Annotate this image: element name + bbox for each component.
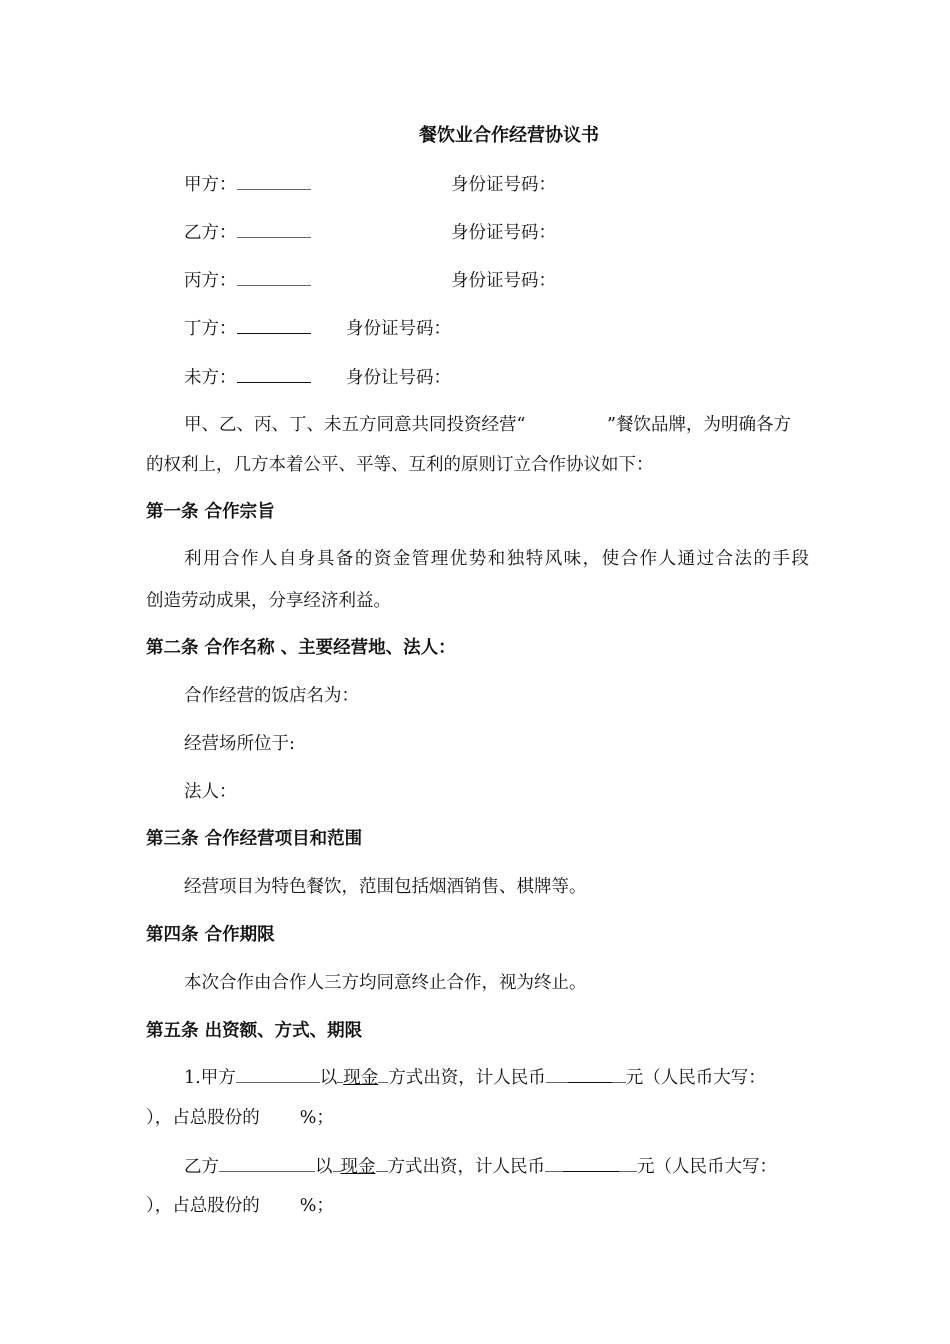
party-label: 未方：: [184, 368, 237, 388]
article-1-line-2: 创造劳动成果，分享经济利益。: [146, 591, 391, 611]
document-title: 餐饮业合作经营协议书: [419, 125, 599, 146]
article-1-heading: 第一条 合作宗旨: [146, 502, 275, 522]
party-row-jia: [184, 173, 311, 197]
business-location-line: 经营场所位于:: [184, 734, 295, 754]
intro-line-1a: 甲、乙、丙、丁、未五方同意共同投资经营“: [184, 415, 526, 435]
party-name-blank: [237, 366, 311, 383]
contribution-share-row-yi: [146, 1194, 334, 1218]
restaurant-name-line: 合作经营的饭店名为：: [184, 686, 359, 706]
party-name-blank: [237, 221, 311, 238]
party-name-blank: [237, 269, 311, 286]
rmb-amount-blank: [568, 1066, 612, 1083]
party-row-bing: [184, 269, 311, 293]
party-id-label: 身份证号码：: [346, 319, 451, 339]
party-name-blank: [237, 317, 311, 334]
article-4-heading: 第四条 合作期限: [146, 925, 275, 945]
party-label: 丙方：: [184, 271, 237, 291]
contribution-mid-text: 方式出资，计人民币: [388, 1068, 546, 1088]
party-name-blank: [237, 173, 311, 190]
yi-text: 以: [315, 1157, 333, 1177]
contributor-label: 乙方: [184, 1157, 219, 1177]
party-label: 乙方：: [184, 223, 237, 243]
share-percent: %；: [299, 1196, 334, 1216]
article-1-line-1: 利用合作人自身具备的资金管理优势和独特风味，使合作人通过合法的手段: [184, 549, 809, 569]
rmb-uppercase-label: 元（人民币大写：: [625, 1068, 766, 1088]
amount-blank: [219, 1155, 315, 1172]
share-text: ），占总股份的: [146, 1108, 260, 1128]
article-3-heading: 第三条 合作经营项目和范围: [146, 829, 363, 849]
party-label: 甲方：: [184, 175, 237, 195]
legal-person-line: 法人：: [184, 782, 237, 802]
contribution-method: 现金: [343, 1068, 379, 1088]
contribution-mid-text: 方式出资，计人民币: [387, 1157, 545, 1177]
contribution-method: 现金: [340, 1157, 376, 1177]
party-row-wei: [184, 366, 311, 390]
contribution-row-jia: [184, 1066, 766, 1090]
article-2-heading: 第二条 合作名称 、主要经营地、法人：: [146, 638, 456, 658]
party-id-label: 身份证号码：: [451, 175, 556, 195]
contribution-row-yi: [184, 1155, 777, 1179]
party-id-label: 身份证号码：: [451, 271, 556, 291]
rmb-uppercase-label: 元（人民币大写：: [637, 1157, 777, 1177]
party-row-yi: [184, 221, 311, 245]
intro-line-1b: ”餐饮品牌，为明确各方: [607, 415, 791, 435]
share-text: ），占总股份的: [146, 1196, 260, 1216]
amount-blank: [236, 1066, 320, 1083]
rmb-amount-blank: [563, 1155, 619, 1172]
article-4-text: 本次合作由合作人三方均同意终止合作，视为终止。: [184, 973, 587, 993]
party-label: 丁方：: [184, 319, 237, 339]
share-percent: %；: [299, 1108, 334, 1128]
contributor-label: 1.甲方: [184, 1068, 236, 1088]
party-row-ding: [184, 317, 311, 341]
party-id-label: 身份证号码：: [451, 223, 556, 243]
article-5-heading: 第五条 出资额、方式、期限: [146, 1021, 363, 1041]
intro-line-2: 的权利上，几方本着公平、平等、互利的原则订立合作协议如下：: [146, 455, 654, 475]
party-id-label: 身份让号码：: [346, 368, 451, 388]
yi-text: 以: [319, 1068, 338, 1088]
contribution-share-row-jia: [146, 1106, 334, 1130]
article-3-text: 经营项目为特色餐饮，范围包括烟酒销售、棋牌等。: [184, 877, 587, 897]
